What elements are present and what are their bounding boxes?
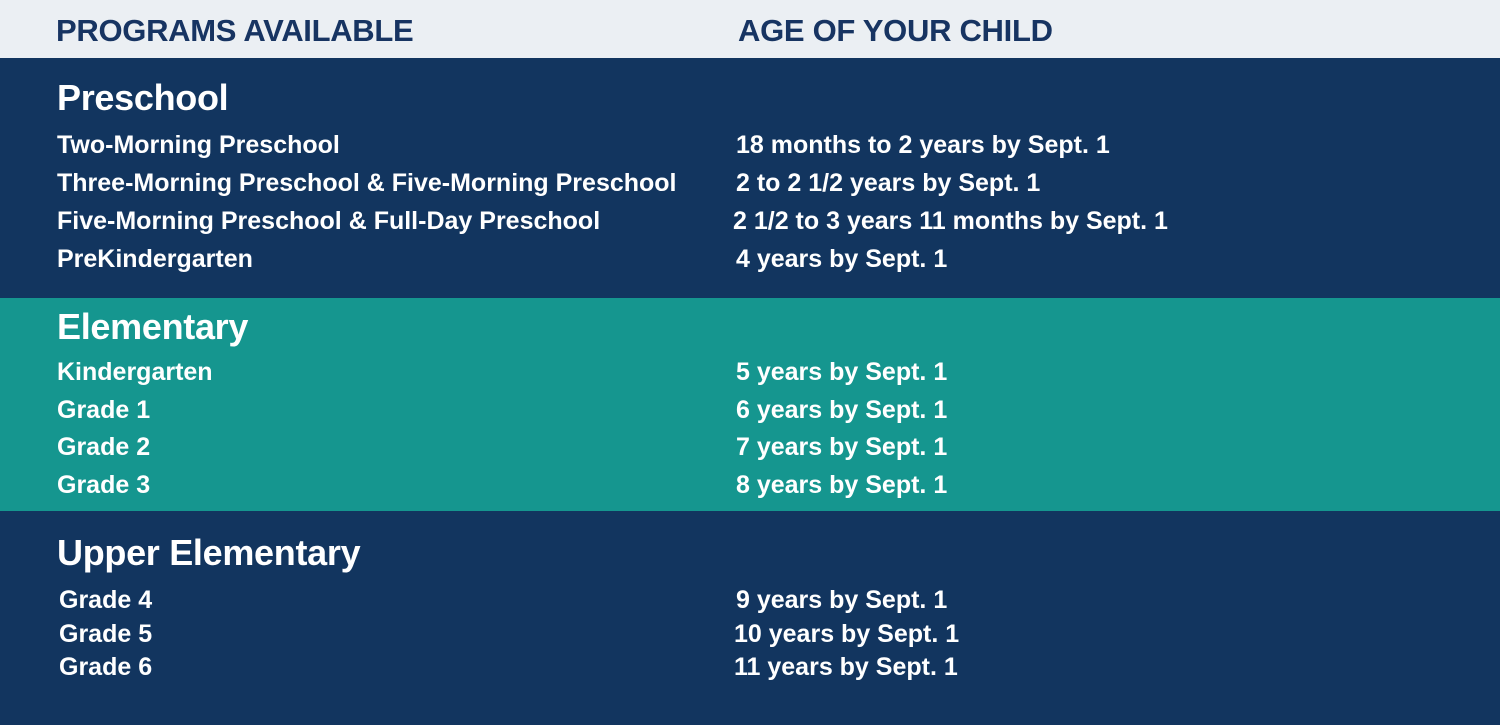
table-row bbox=[0, 469, 1500, 501]
age-requirement: 6 years by Sept. 1 bbox=[736, 396, 948, 424]
program-name: Two-Morning Preschool bbox=[57, 131, 340, 159]
age-column-header: AGE OF YOUR CHILD bbox=[738, 13, 1053, 48]
age-requirement: 2 to 2 1/2 years by Sept. 1 bbox=[736, 169, 1041, 197]
age-requirement: 2 1/2 to 3 years 11 months by Sept. 1 bbox=[733, 207, 1168, 235]
age-requirement: 9 years by Sept. 1 bbox=[736, 586, 948, 614]
table-row bbox=[0, 205, 1500, 237]
age-requirement: 5 years by Sept. 1 bbox=[736, 358, 948, 386]
age-requirement: 11 years by Sept. 1 bbox=[734, 653, 958, 681]
table-row bbox=[0, 167, 1500, 199]
age-requirement: 18 months to 2 years by Sept. 1 bbox=[736, 131, 1110, 159]
age-requirement: 10 years by Sept. 1 bbox=[734, 620, 960, 648]
programs-column-header: PROGRAMS AVAILABLE bbox=[56, 13, 414, 48]
program-name: PreKindergarten bbox=[57, 245, 253, 273]
age-requirement: 4 years by Sept. 1 bbox=[736, 245, 948, 273]
section-title: Upper Elementary bbox=[57, 532, 361, 573]
program-name: Three-Morning Preschool & Five-Morning Preschool bbox=[57, 169, 677, 197]
section-title: Elementary bbox=[57, 306, 249, 347]
program-name: Five-Morning Preschool & Full-Day Preschool bbox=[57, 207, 601, 235]
section-preschool bbox=[0, 58, 1500, 298]
program-name: Grade 1 bbox=[57, 396, 151, 424]
section-elementary bbox=[0, 298, 1500, 511]
section-title: Preschool bbox=[57, 77, 229, 118]
table-row bbox=[0, 129, 1500, 161]
program-name: Grade 6 bbox=[59, 653, 153, 681]
table-row bbox=[0, 651, 1500, 683]
program-name: Kindergarten bbox=[57, 358, 213, 386]
table-row bbox=[0, 356, 1500, 388]
section-upper-elementary bbox=[0, 511, 1500, 725]
program-name: Grade 4 bbox=[59, 586, 153, 614]
table-row bbox=[0, 431, 1500, 463]
age-requirement: 7 years by Sept. 1 bbox=[736, 433, 948, 461]
table-row bbox=[0, 584, 1500, 616]
program-name: Grade 2 bbox=[57, 433, 151, 461]
program-name: Grade 5 bbox=[59, 620, 153, 648]
table-row bbox=[0, 618, 1500, 650]
table-row bbox=[0, 243, 1500, 275]
table-row bbox=[0, 394, 1500, 426]
program-name: Grade 3 bbox=[57, 471, 151, 499]
age-requirement: 8 years by Sept. 1 bbox=[736, 471, 948, 499]
table-header bbox=[0, 0, 1500, 58]
